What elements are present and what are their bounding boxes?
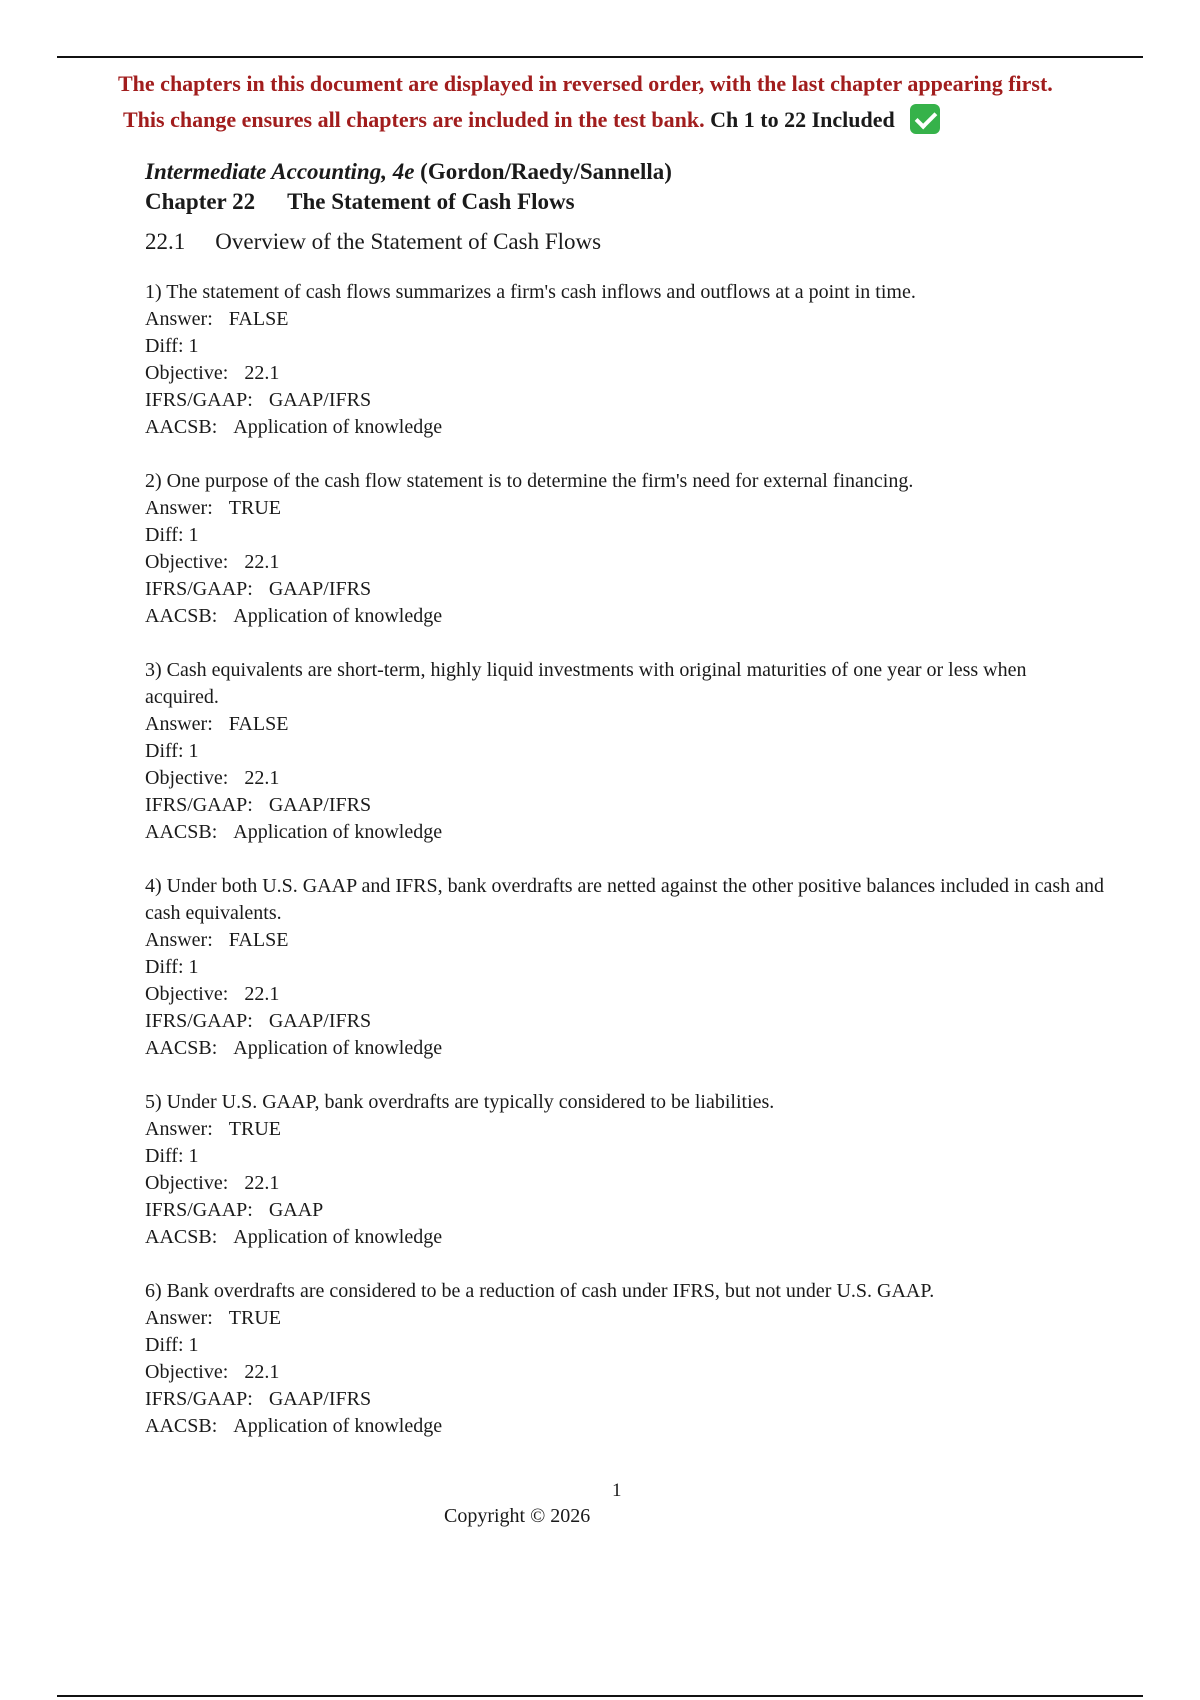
answer-row xyxy=(145,306,1105,333)
answer-label: Answer: xyxy=(145,1118,213,1140)
chapter-heading xyxy=(145,187,1105,217)
aacsb-row xyxy=(145,1224,1105,1251)
ifrs-gaap-row xyxy=(145,1197,1105,1224)
question-item xyxy=(145,468,1105,630)
question-item xyxy=(145,1278,1105,1440)
objective-label: Objective: xyxy=(145,1361,229,1383)
ifrs-gaap-row xyxy=(145,792,1105,819)
answer-label: Answer: xyxy=(145,497,213,519)
ifrs-gaap-row xyxy=(145,576,1105,603)
answer-label: Answer: xyxy=(145,1307,213,1329)
answer-row xyxy=(145,711,1105,738)
answer-value: FALSE xyxy=(228,929,289,951)
aacsb-label: AACSB: xyxy=(145,605,218,627)
answer-row xyxy=(145,495,1105,522)
question-text: 5) Under U.S. GAAP, bank overdrafts are typically considered to be liabilities. xyxy=(145,1091,775,1113)
question-list xyxy=(145,279,1105,1440)
answer-row xyxy=(145,1305,1105,1332)
top-rule xyxy=(57,56,1143,58)
difficulty-row: Diff: 1 xyxy=(145,740,199,762)
ifrs-gaap-label: IFRS/GAAP: xyxy=(145,1199,253,1221)
ifrs-gaap-value: GAAP/IFRS xyxy=(268,794,372,816)
answer-value: FALSE xyxy=(228,308,289,330)
question-text: 6) Bank overdrafts are considered to be a reduction of cash under IFRS, but not under U.S. GAAP. xyxy=(145,1280,935,1302)
ifrs-gaap-label: IFRS/GAAP: xyxy=(145,1388,253,1410)
objective-row xyxy=(145,981,1105,1008)
reversed-order-notice xyxy=(118,66,1178,138)
question-text: 3) Cash equivalents are short-term, highly liquid investments with original maturities of one year or less when acquired. xyxy=(145,659,1027,708)
section-heading xyxy=(145,227,1105,257)
ifrs-gaap-label: IFRS/GAAP: xyxy=(145,389,253,411)
objective-value: 22.1 xyxy=(244,1361,280,1383)
question-text: 1) The statement of cash flows summarizes a firm's cash inflows and outflows at a point in time. xyxy=(145,281,916,303)
question-item xyxy=(145,1089,1105,1251)
aacsb-value: Application of knowledge xyxy=(233,821,443,843)
answer-value: TRUE xyxy=(228,497,281,519)
objective-value: 22.1 xyxy=(244,983,280,1005)
objective-label: Objective: xyxy=(145,362,229,384)
objective-label: Objective: xyxy=(145,1172,229,1194)
objective-value: 22.1 xyxy=(244,767,280,789)
aacsb-row xyxy=(145,819,1105,846)
objective-row xyxy=(145,549,1105,576)
section-number: 22.1 xyxy=(145,229,186,254)
aacsb-value: Application of knowledge xyxy=(233,1226,443,1248)
aacsb-label: AACSB: xyxy=(145,1226,218,1248)
difficulty-row: Diff: 1 xyxy=(145,1334,199,1356)
objective-value: 22.1 xyxy=(244,362,280,384)
chapters-included-label: Ch 1 to 22 Included xyxy=(710,107,895,132)
objective-label: Objective: xyxy=(145,551,229,573)
difficulty-row: Diff: 1 xyxy=(145,956,199,978)
aacsb-row xyxy=(145,1035,1105,1062)
ifrs-gaap-label: IFRS/GAAP: xyxy=(145,578,253,600)
answer-row xyxy=(145,1116,1105,1143)
document-body xyxy=(145,157,1105,1467)
answer-label: Answer: xyxy=(145,308,213,330)
book-title: Intermediate Accounting, 4e xyxy=(145,159,415,184)
objective-row xyxy=(145,765,1105,792)
aacsb-row xyxy=(145,414,1105,441)
aacsb-value: Application of knowledge xyxy=(233,1415,443,1437)
aacsb-value: Application of knowledge xyxy=(233,416,443,438)
ifrs-gaap-label: IFRS/GAAP: xyxy=(145,1010,253,1032)
ifrs-gaap-value: GAAP xyxy=(268,1199,324,1221)
difficulty-row: Diff: 1 xyxy=(145,335,199,357)
objective-label: Objective: xyxy=(145,767,229,789)
ifrs-gaap-value: GAAP/IFRS xyxy=(268,1010,372,1032)
answer-value: FALSE xyxy=(228,713,289,735)
copyright-notice: Copyright © 2026 xyxy=(444,1505,591,1527)
objective-row xyxy=(145,1170,1105,1197)
aacsb-value: Application of knowledge xyxy=(233,605,443,627)
question-text: 2) One purpose of the cash flow statement is to determine the firm's need for external financing. xyxy=(145,470,914,492)
notice-line-1: The chapters in this document are displayed in reversed order, with the last chapter appearing first. xyxy=(118,71,1053,96)
section-title: Overview of the Statement of Cash Flows xyxy=(215,229,602,254)
answer-label: Answer: xyxy=(145,929,213,951)
objective-value: 22.1 xyxy=(244,1172,280,1194)
answer-value: TRUE xyxy=(228,1118,281,1140)
ifrs-gaap-value: GAAP/IFRS xyxy=(268,1388,372,1410)
difficulty-row: Diff: 1 xyxy=(145,524,199,546)
objective-row xyxy=(145,360,1105,387)
aacsb-value: Application of knowledge xyxy=(233,1037,443,1059)
check-mark-icon xyxy=(910,104,940,134)
ifrs-gaap-row xyxy=(145,1008,1105,1035)
page-number: 1 xyxy=(612,1480,622,1501)
book-heading xyxy=(145,157,1105,187)
notice-line-2: This change ensures all chapters are included in the test bank. xyxy=(123,107,705,132)
ifrs-gaap-row xyxy=(145,387,1105,414)
answer-label: Answer: xyxy=(145,713,213,735)
aacsb-label: AACSB: xyxy=(145,416,218,438)
objective-value: 22.1 xyxy=(244,551,280,573)
aacsb-row xyxy=(145,1413,1105,1440)
aacsb-label: AACSB: xyxy=(145,821,218,843)
aacsb-label: AACSB: xyxy=(145,1037,218,1059)
answer-row xyxy=(145,927,1105,954)
objective-label: Objective: xyxy=(145,983,229,1005)
difficulty-row: Diff: 1 xyxy=(145,1145,199,1167)
ifrs-gaap-label: IFRS/GAAP: xyxy=(145,794,253,816)
bottom-rule xyxy=(57,1695,1143,1697)
question-text: 4) Under both U.S. GAAP and IFRS, bank overdrafts are netted against the other positive balances included in cash and cash equivalents. xyxy=(145,875,1105,924)
aacsb-row xyxy=(145,603,1105,630)
ifrs-gaap-value: GAAP/IFRS xyxy=(268,578,372,600)
chapter-title: The Statement of Cash Flows xyxy=(287,189,575,214)
ifrs-gaap-row xyxy=(145,1386,1105,1413)
aacsb-label: AACSB: xyxy=(145,1415,218,1437)
chapter-number: Chapter 22 xyxy=(145,189,256,214)
objective-row xyxy=(145,1359,1105,1386)
question-item xyxy=(145,279,1105,441)
answer-value: TRUE xyxy=(228,1307,281,1329)
question-item xyxy=(145,873,1105,1062)
question-item xyxy=(145,657,1105,846)
book-authors: (Gordon/Raedy/Sannella) xyxy=(420,159,672,184)
ifrs-gaap-value: GAAP/IFRS xyxy=(268,389,372,411)
